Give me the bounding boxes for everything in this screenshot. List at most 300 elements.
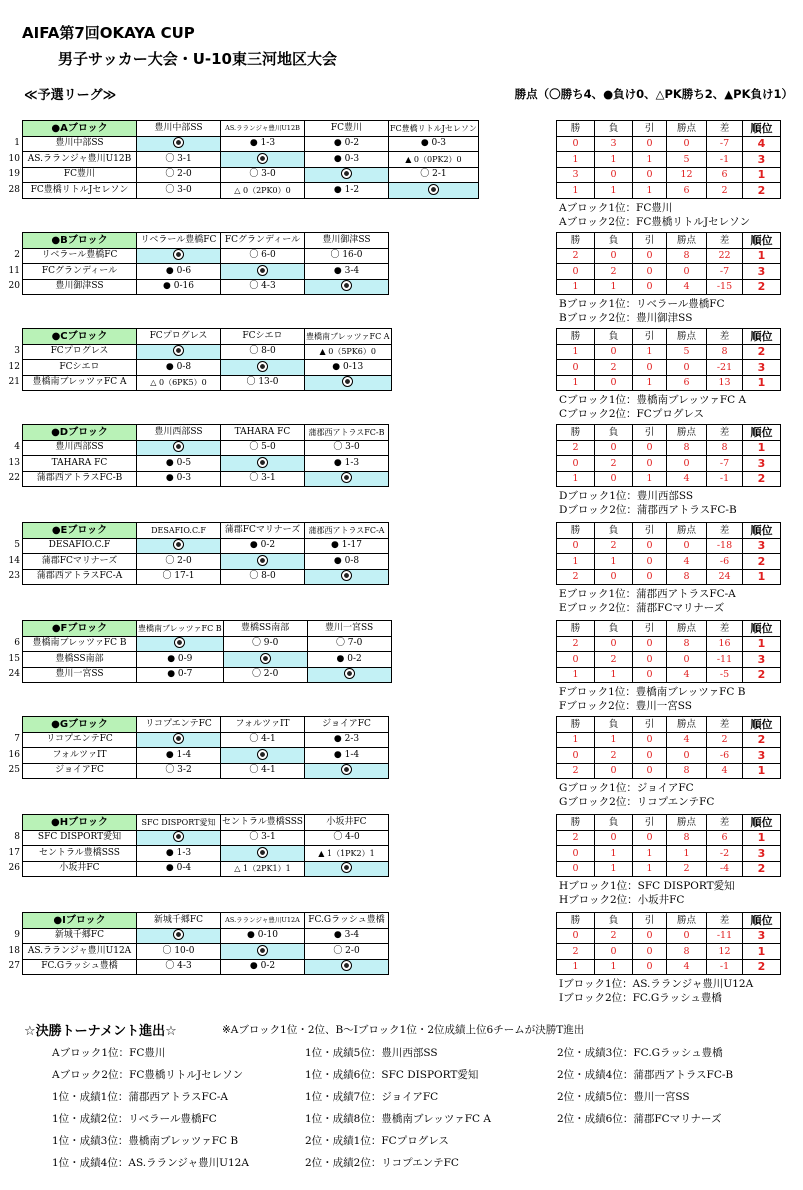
soccer-ball-icon: [257, 265, 268, 276]
standings-value: 1: [557, 183, 595, 199]
standings-value: -1: [707, 152, 743, 168]
standings-value: 2: [667, 861, 707, 877]
standings-header: 順位: [743, 233, 781, 249]
self-match-cell: [305, 167, 389, 183]
rank-value: 3: [743, 652, 781, 668]
standings-header: 勝点: [667, 717, 707, 733]
rank-value: 3: [743, 152, 781, 168]
standings-header: 勝: [557, 913, 595, 929]
tournament-note: ※Aブロック1位・2位、B〜Iブロック1位・2位成績上位6チームが決勝T進出: [222, 1024, 585, 1036]
standings-value: 0: [557, 846, 595, 862]
standings-value: 8: [667, 248, 707, 264]
standings-row: [557, 554, 781, 570]
qualifier-entry: [52, 1108, 249, 1130]
first-place: Hブロック1位：SFC DISPORT愛知: [559, 880, 735, 892]
match-result: ● 0-8: [305, 554, 389, 570]
league-table: [22, 232, 389, 295]
standings-header: 差: [707, 233, 743, 249]
standings-value: 6: [667, 183, 707, 199]
first-place: Bブロック1位：リベラール豊橋FC: [559, 298, 725, 310]
title-line2: 男子サッカー大会・U-10東三河地区大会: [58, 50, 337, 68]
standings-header: 勝: [557, 523, 595, 539]
opponent-header: SFC DISPORT愛知: [137, 815, 221, 831]
table-row: [23, 554, 389, 570]
standings-header: 負: [595, 621, 633, 637]
team-number: 16: [8, 749, 20, 760]
first-place: Aブロック1位：FC豊川: [559, 201, 673, 214]
standings-value: 0: [595, 167, 633, 183]
match-result: ● 0-10: [221, 928, 305, 944]
match-result: 〇 7-0: [307, 636, 391, 652]
opponent-header: ジョイアFC: [305, 717, 389, 733]
standings-header: 順位: [743, 425, 781, 441]
standings-header: 差: [707, 121, 743, 137]
qualifier-entry: [52, 1130, 249, 1152]
standings-table: [556, 620, 781, 683]
match-result: 〇 4-3: [221, 279, 305, 295]
standings-row: [557, 471, 781, 487]
qualifier-entry: [557, 1108, 733, 1130]
match-result: ▲ 0（0PK2）0: [389, 152, 479, 168]
block-results: [559, 201, 750, 229]
self-match-cell: [305, 569, 389, 585]
opponent-header: FC豊川: [305, 121, 389, 137]
match-result: ● 0-3: [137, 471, 221, 487]
standings-value: 0: [557, 748, 595, 764]
self-match-cell: [221, 152, 305, 168]
standings-row: [557, 248, 781, 264]
standings-value: 5: [667, 344, 707, 360]
standings-header: 差: [707, 913, 743, 929]
team-name: リベラール豊橋FC: [23, 248, 137, 264]
table-row: [23, 748, 389, 764]
opponent-header: 豊川御津SS: [305, 233, 389, 249]
standings-value: 1: [595, 279, 633, 295]
standings-value: 0: [595, 471, 633, 487]
standings-value: 0: [633, 959, 667, 975]
opponent-header: 豊川西部SS: [137, 425, 221, 441]
standings-value: 2: [557, 763, 595, 779]
match-result: ● 1-4: [305, 748, 389, 764]
table-row: [23, 167, 479, 183]
standings-value: 0: [633, 360, 667, 376]
soccer-ball-icon: [341, 960, 352, 971]
table-row: [23, 861, 389, 877]
rank-value: 3: [743, 748, 781, 764]
standings-row: [557, 344, 781, 360]
standings-value: 1: [633, 861, 667, 877]
rank-value: 3: [743, 538, 781, 554]
block-results: [559, 781, 714, 809]
second-place: Bブロック2位：豊川御津SS: [559, 312, 693, 324]
standings-value: 2: [595, 928, 633, 944]
self-match-cell: [137, 928, 221, 944]
soccer-ball-icon: [342, 376, 353, 387]
standings-row: [557, 928, 781, 944]
standings-header: 差: [707, 425, 743, 441]
standings-value: 4: [667, 279, 707, 295]
block-f: [0, 620, 803, 712]
soccer-ball-icon: [260, 653, 271, 664]
standings-value: 0: [557, 538, 595, 554]
standings-row: [557, 152, 781, 168]
opponent-header: 豊川中部SS: [137, 121, 221, 137]
qualifier-entry: [305, 1152, 491, 1174]
standings-value: -4: [707, 861, 743, 877]
standings-value: -15: [707, 279, 743, 295]
match-result: ● 2-3: [305, 732, 389, 748]
standings-value: 1: [633, 471, 667, 487]
self-match-cell: [389, 183, 479, 199]
standings-value: 0: [557, 136, 595, 152]
team-number: 26: [8, 863, 20, 873]
qualifier-label: 2位・成績1位：: [305, 1135, 382, 1147]
block-results: [559, 587, 736, 615]
self-match-cell: [305, 471, 389, 487]
rank-value: 1: [743, 636, 781, 652]
team-number: 28: [8, 184, 20, 195]
standings-row: [557, 667, 781, 683]
standings-header: 負: [595, 913, 633, 929]
standings-value: 13: [707, 375, 743, 391]
match-result: 〇 2-1: [389, 167, 479, 183]
team-name: 豊川中部SS: [23, 136, 137, 152]
standings-row: [557, 569, 781, 585]
standings-value: 1: [557, 471, 595, 487]
team-number: 21: [8, 377, 20, 387]
block-g: [0, 716, 803, 808]
team-name: 豊橋南ブレッツァFC B: [23, 636, 137, 652]
soccer-ball-icon: [341, 472, 352, 483]
standings-value: 0: [667, 456, 707, 472]
team-number: 22: [8, 473, 20, 483]
rank-value: 2: [743, 554, 781, 570]
standings-header: 勝点: [667, 913, 707, 929]
standings-value: 1: [557, 554, 595, 570]
opponent-header: リコプエンテFC: [137, 717, 221, 733]
qualifier-team: 豊川一宮SS: [633, 1091, 690, 1103]
standings-value: 2: [557, 944, 595, 960]
opponent-header: 蒲郡西アトラスFC-B: [305, 425, 389, 441]
standings-header: 勝点: [667, 121, 707, 137]
match-result: 〇 3-2: [137, 763, 221, 779]
table-row: [23, 456, 389, 472]
block-i: [0, 912, 803, 1004]
soccer-ball-icon: [173, 345, 184, 356]
table-row: [23, 830, 389, 846]
standings-value: 0: [633, 167, 667, 183]
team-number: 13: [8, 457, 20, 468]
standings-row: [557, 279, 781, 295]
standings-header: 勝: [557, 233, 595, 249]
standings-header: 差: [707, 717, 743, 733]
standings-value: 0: [557, 861, 595, 877]
standings-value: 8: [667, 440, 707, 456]
qualifier-team: FCプログレス: [381, 1135, 449, 1147]
qualifier-team: 蒲郡FCマリナーズ: [633, 1113, 722, 1125]
table-row: [23, 732, 389, 748]
block-name: ●Cブロック: [23, 329, 137, 345]
block-results: [559, 489, 737, 517]
league-table: [22, 814, 389, 877]
qualifier-team: 蒲郡西アトラスFC-B: [633, 1069, 734, 1081]
match-result: 〇 5-0: [221, 440, 305, 456]
standings-value: 0: [557, 652, 595, 668]
team-name: 新城千郷FC: [23, 928, 137, 944]
table-row: [23, 375, 392, 391]
standings-value: 1: [633, 375, 667, 391]
block-results: [559, 977, 753, 1005]
first-place: Eブロック1位：蒲郡西アトラスFC-A: [559, 588, 736, 600]
rank-value: 3: [743, 360, 781, 376]
team-name: FC豊橋リトルJセレソン: [23, 183, 137, 199]
standings-value: 2: [557, 830, 595, 846]
standings-value: 0: [633, 928, 667, 944]
standings-value: 1: [595, 183, 633, 199]
block-d: [0, 424, 803, 516]
standings-value: 2: [595, 456, 633, 472]
rank-value: 1: [743, 440, 781, 456]
standings-header: 順位: [743, 815, 781, 831]
team-name: 豊橋SS南部: [23, 652, 137, 668]
soccer-ball-icon: [173, 831, 184, 842]
qualifier-team: SFC DISPORT愛知: [381, 1069, 479, 1081]
self-match-cell: [305, 279, 389, 295]
standings-value: 0: [595, 248, 633, 264]
standings-value: 1: [557, 732, 595, 748]
qualifier-label: 1位・成績1位：: [52, 1091, 129, 1103]
standings-header: 負: [595, 425, 633, 441]
standings-header: 順位: [743, 523, 781, 539]
standings-value: 1: [633, 183, 667, 199]
self-match-cell: [221, 944, 305, 960]
standings-value: 8: [667, 830, 707, 846]
qualifier-entry: [52, 1064, 249, 1086]
standings-value: 0: [633, 636, 667, 652]
standings-table: [556, 912, 781, 975]
standings-value: 0: [667, 652, 707, 668]
team-name: 小坂井FC: [23, 861, 137, 877]
league-table: [22, 522, 389, 585]
standings-header: 引: [633, 233, 667, 249]
rank-value: 2: [743, 344, 781, 360]
self-match-cell: [137, 636, 224, 652]
qualifier-label: 1位・成績3位：: [52, 1135, 129, 1147]
standings-value: 2: [595, 538, 633, 554]
self-match-cell: [137, 732, 221, 748]
standings-header: 順位: [743, 121, 781, 137]
match-result: ● 0-2: [307, 652, 391, 668]
soccer-ball-icon: [257, 457, 268, 468]
first-place: Fブロック1位：豊橋南ブレッツァFC B: [559, 686, 746, 698]
qualifier-team: リベラール豊橋FC: [128, 1113, 217, 1125]
standings-table: [556, 120, 781, 199]
standings-value: 0: [633, 440, 667, 456]
standings-table: [556, 424, 781, 487]
second-place: Gブロック2位：リコプエンテFC: [559, 796, 715, 808]
rank-value: 4: [743, 136, 781, 152]
match-result: ● 1-3: [221, 136, 305, 152]
team-name: AS.ラランジャ豊川U12A: [23, 944, 137, 960]
table-row: [23, 569, 389, 585]
standings-value: 0: [667, 928, 707, 944]
standings-header: 順位: [743, 717, 781, 733]
team-name: FC.Gラッシュ豊橋: [23, 959, 137, 975]
standings-value: -11: [707, 652, 743, 668]
opponent-header: AS.ラランジャ豊川U12A: [221, 913, 305, 929]
standings-header: 引: [633, 425, 667, 441]
qualifier-team: FC豊川: [129, 1047, 166, 1059]
standings-header: 差: [707, 621, 743, 637]
standings-value: 0: [633, 456, 667, 472]
standings-value: 4: [667, 554, 707, 570]
team-number: 2: [14, 250, 20, 260]
rank-value: 3: [743, 846, 781, 862]
standings-value: 4: [667, 959, 707, 975]
standings-value: 0: [633, 248, 667, 264]
table-row: [23, 344, 392, 360]
standings-value: 2: [707, 732, 743, 748]
match-result: ▲ 0（5PK6）0: [305, 344, 392, 360]
standings-header: 勝点: [667, 815, 707, 831]
standings-row: [557, 636, 781, 652]
block-name: ●Eブロック: [23, 523, 137, 539]
standings-row: [557, 763, 781, 779]
opponent-header: 豊橋南ブレッツァFC A: [305, 329, 392, 345]
opponent-header: フォルツァIT: [221, 717, 305, 733]
standings-value: 0: [633, 652, 667, 668]
standings-value: 1: [633, 344, 667, 360]
standings-value: -18: [707, 538, 743, 554]
second-place: Iブロック2位：FC.Gラッシュ豊橋: [559, 992, 722, 1004]
league-table: [22, 912, 389, 975]
qualifier-label: 1位・成績7位：: [305, 1091, 382, 1103]
match-result: 〇 2-0: [223, 667, 307, 683]
team-number: 1: [14, 138, 20, 148]
standings-value: 0: [633, 279, 667, 295]
soccer-ball-icon: [257, 847, 268, 858]
qualifier-label: 1位・成績2位：: [52, 1113, 129, 1125]
block-name: ●Hブロック: [23, 815, 137, 831]
qualifier-team: リコプエンテFC: [381, 1157, 459, 1169]
qualifier-label: 1位・成績8位：: [305, 1113, 382, 1125]
table-row: [23, 944, 389, 960]
standings-value: 0: [633, 554, 667, 570]
standings-value: 0: [557, 456, 595, 472]
standings-header: 勝点: [667, 329, 707, 345]
qualifier-entry: [52, 1042, 249, 1064]
rank-value: 2: [743, 861, 781, 877]
rank-value: 2: [743, 959, 781, 975]
match-result: 〇 4-3: [137, 959, 221, 975]
standings-value: 0: [595, 375, 633, 391]
standings-value: 6: [667, 375, 707, 391]
match-result: 〇 3-1: [137, 152, 221, 168]
table-row: [23, 264, 389, 280]
block-h: [0, 814, 803, 906]
table-row: [23, 360, 392, 376]
standings-value: 1: [633, 846, 667, 862]
standings-row: [557, 846, 781, 862]
standings-value: 0: [633, 748, 667, 764]
team-name: SFC DISPORT愛知: [23, 830, 137, 846]
table-row: [23, 928, 389, 944]
soccer-ball-icon: [257, 749, 268, 760]
standings-row: [557, 456, 781, 472]
team-name: AS.ラランジャ豊川U12B: [23, 152, 137, 168]
standings-value: 0: [633, 944, 667, 960]
team-number: 25: [8, 765, 20, 775]
block-b: [0, 232, 803, 324]
standings-value: -6: [707, 748, 743, 764]
table-row: [23, 440, 389, 456]
standings-value: 0: [595, 344, 633, 360]
soccer-ball-icon: [341, 764, 352, 775]
standings-value: 4: [707, 763, 743, 779]
self-match-cell: [305, 763, 389, 779]
block-results: [559, 879, 735, 907]
qualifier-label: Aブロック2位：: [52, 1069, 130, 1081]
tournament-heading: ☆決勝トーナメント進出☆: [24, 1024, 177, 1039]
team-number: 5: [14, 540, 20, 550]
rank-value: 3: [743, 456, 781, 472]
standings-value: 0: [595, 763, 633, 779]
qualifier-entry: [557, 1042, 733, 1064]
match-result: 〇 8-0: [221, 569, 305, 585]
standings-value: 12: [667, 167, 707, 183]
block-name: ●Iブロック: [23, 913, 137, 929]
standings-value: 0: [633, 763, 667, 779]
first-place: Dブロック1位：豊川西部SS: [559, 490, 694, 502]
qualifier-label: 2位・成績3位：: [557, 1047, 634, 1059]
standings-header: 勝: [557, 621, 595, 637]
standings-value: 0: [633, 667, 667, 683]
match-result: ● 0-7: [137, 667, 224, 683]
self-match-cell: [221, 846, 305, 862]
points-legend: 勝点（〇勝ち4、●負け0、△PK勝ち2、▲PK負け1）: [514, 87, 793, 101]
standings-header: 引: [633, 621, 667, 637]
match-result: ● 3-4: [305, 264, 389, 280]
team-name: 豊川西部SS: [23, 440, 137, 456]
standings-value: 2: [595, 264, 633, 280]
rank-value: 3: [743, 264, 781, 280]
soccer-ball-icon: [341, 280, 352, 291]
standings-value: 1: [595, 959, 633, 975]
team-number: 23: [8, 571, 20, 581]
standings-table: [556, 522, 781, 585]
table-row: [23, 538, 389, 554]
team-number: 24: [8, 669, 20, 679]
match-result: ● 0-3: [389, 136, 479, 152]
soccer-ball-icon: [341, 168, 352, 179]
standings-header: 順位: [743, 913, 781, 929]
standings-value: 6: [707, 830, 743, 846]
standings-row: [557, 748, 781, 764]
standings-value: 1: [633, 152, 667, 168]
standings-value: -11: [707, 928, 743, 944]
table-row: [23, 959, 389, 975]
match-result: ● 1-3: [305, 456, 389, 472]
match-result: ● 0-2: [221, 538, 305, 554]
match-result: 〇 3-1: [221, 830, 305, 846]
standings-value: 0: [595, 440, 633, 456]
standings-header: 引: [633, 523, 667, 539]
qualifier-entry: [305, 1064, 491, 1086]
standings-value: -1: [707, 471, 743, 487]
rank-value: 2: [743, 279, 781, 295]
match-result: ● 1-2: [305, 183, 389, 199]
team-number: 15: [8, 653, 20, 664]
